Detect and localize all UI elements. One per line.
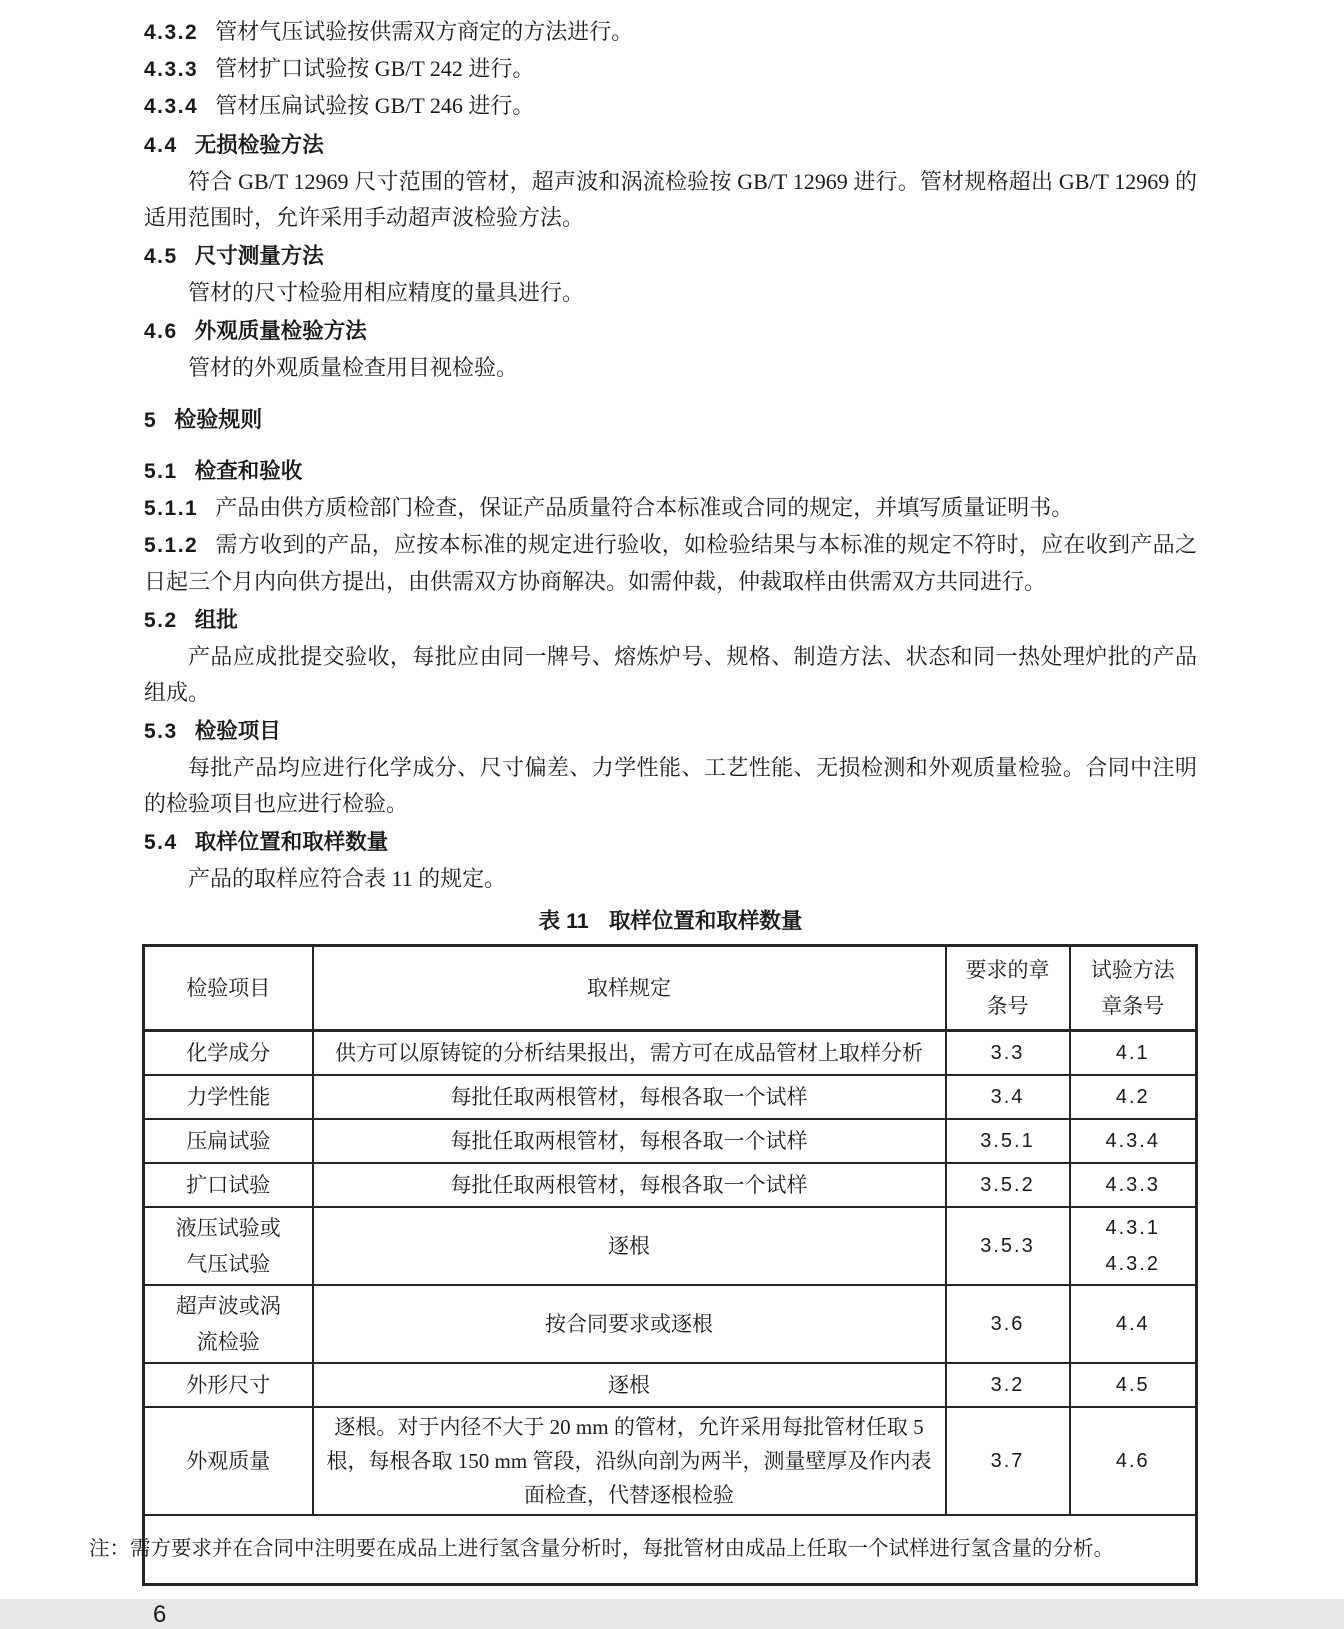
- heading-text: 组批: [194, 608, 238, 632]
- cell-req: 3.5.1: [946, 1119, 1070, 1163]
- para-4-4: 符合 GB/T 12969 尺寸范围的管材，超声波和涡流检验按 GB/T 12969 进行。管材规格超出 GB/T 12969 的适用范围时，允许采用手动超声波检验方法。: [144, 169, 1197, 230]
- para-5-4: 产品的取样应符合表 11 的规定。: [188, 866, 507, 891]
- cell-req: 3.2: [946, 1363, 1070, 1407]
- clause-5-1-2: [144, 527, 1197, 600]
- cell-item: [144, 1207, 313, 1285]
- cell-item-line2: 流检验: [196, 1329, 260, 1354]
- clause-text: 管材气压试验按供需双方商定的方法进行。: [215, 19, 634, 44]
- table-caption-title: 取样位置和取样数量: [608, 909, 803, 933]
- header-rule: 取样规定: [313, 946, 946, 1031]
- cell-method: 4.1: [1070, 1031, 1197, 1075]
- clause-number: 5.1.1: [144, 497, 199, 520]
- clause-4-3-2: [144, 14, 1197, 51]
- header-req: [946, 946, 1070, 1031]
- cell-item: 化学成分: [144, 1031, 313, 1075]
- header-method: [1070, 946, 1197, 1031]
- heading-5-2: [144, 602, 1197, 639]
- heading-number: 4.6: [144, 320, 178, 343]
- header-method-line2: 章条号: [1101, 994, 1165, 1018]
- cell-method: [1070, 1207, 1197, 1285]
- page-number: 6: [153, 1601, 167, 1628]
- table-caption: [144, 904, 1197, 935]
- table-row: [144, 1075, 1197, 1119]
- cell-req: 3.7: [946, 1407, 1070, 1515]
- heading-4-4: [144, 127, 1197, 164]
- cell-rule: 逐根: [313, 1207, 946, 1285]
- heading-number: 5.1: [144, 460, 178, 483]
- header-req-line2: 条号: [986, 994, 1029, 1018]
- heading-5-3: [144, 713, 1197, 750]
- cell-rule: 每批任取两根管材，每根各取一个试样: [313, 1075, 946, 1119]
- cell-method-line1: 4.3.1: [1105, 1216, 1160, 1239]
- table-header-row: [144, 946, 1197, 1031]
- table-row: [144, 1163, 1197, 1207]
- cell-req: 3.5.3: [946, 1207, 1070, 1285]
- heading-5-1: [144, 453, 1197, 490]
- heading-number: 4.5: [144, 245, 178, 268]
- header-req-line1: 要求的章: [965, 958, 1050, 982]
- table-row: [144, 1407, 1197, 1515]
- heading-text: 尺寸测量方法: [194, 244, 324, 268]
- para-4-6: 管材的外观质量检查用目视检验。: [188, 355, 519, 380]
- cell-item: 外观质量: [144, 1407, 313, 1515]
- cell-rule: 供方可以原铸锭的分析结果报出，需方可在成品管材上取样分析: [313, 1031, 946, 1075]
- cell-rule: 每批任取两根管材，每根各取一个试样: [313, 1119, 946, 1163]
- clause-text: 产品由供方质检部门检查，保证产品质量符合本标准或合同的规定，并填写质量证明书。: [215, 495, 1074, 520]
- cell-method: 4.2: [1070, 1075, 1197, 1119]
- table-caption-label: 表 11: [538, 909, 589, 933]
- table-row: [144, 1119, 1197, 1163]
- heading-text: 取样位置和取样数量: [194, 830, 389, 854]
- sampling-table: [89, 944, 1198, 1586]
- table-row: [144, 1285, 1197, 1363]
- cell-method: 4.5: [1070, 1363, 1197, 1407]
- clause-number: 4.3.4: [144, 95, 199, 118]
- cell-item: 扩口试验: [144, 1163, 313, 1207]
- chapter-text: 检验规则: [174, 407, 263, 432]
- table-row: [144, 1031, 1197, 1075]
- para-4-5: 管材的尺寸检验用相应精度的量具进行。: [188, 280, 585, 305]
- cell-item: 压扁试验: [144, 1119, 313, 1163]
- table-note-text: 注：需方要求并在合同中注明要在成品上进行氢含量分析时，每批管材由成品上任取一个试样进行氢含量的分析。: [89, 1538, 1114, 1561]
- heading-4-6: [144, 313, 1197, 350]
- para-5-2: 产品应成批提交验收，每批应由同一牌号、熔炼炉号、规格、制造方法、状态和同一热处理炉批的产品组成。: [144, 644, 1197, 705]
- cell-item-line1: 液压试验或: [175, 1215, 281, 1240]
- cell-item: 外形尺寸: [144, 1363, 313, 1407]
- clause-text: 管材压扁试验按 GB/T 246 进行。: [215, 93, 535, 118]
- chapter-5: [144, 402, 1197, 439]
- heading-number: 5.2: [144, 609, 178, 632]
- cell-item-line1: 超声波或涡: [175, 1293, 281, 1318]
- cell-req: 3.4: [946, 1075, 1070, 1119]
- heading-number: 4.4: [144, 134, 178, 157]
- cell-req: 3.3: [946, 1031, 1070, 1075]
- table-note: [89, 1515, 1197, 1585]
- para-5-3: 每批产品均应进行化学成分、尺寸偏差、力学性能、工艺性能、无损检测和外观质量检验。合同中注明的检验项目也应进行检验。: [144, 755, 1197, 816]
- clause-text: 管材扩口试验按 GB/T 242 进行。: [215, 56, 535, 81]
- heading-text: 检验项目: [194, 719, 281, 743]
- cell-item-line2: 气压试验: [186, 1251, 271, 1276]
- cell-rule: 逐根: [313, 1363, 946, 1407]
- clause-number: 5.1.2: [144, 534, 199, 557]
- clause-5-1-1: [144, 490, 1197, 527]
- cell-item: 力学性能: [144, 1075, 313, 1119]
- clause-number: 4.3.2: [144, 21, 199, 44]
- cell-rule: 逐根。对于内径不大于 20 mm 的管材，允许采用每批管材任取 5 根，每根各取 150 mm 管段，沿纵向剖为两半，测量壁厚及作内表面检查，代替逐根检验: [313, 1407, 946, 1515]
- cell-rule: 每批任取两根管材，每根各取一个试样: [313, 1163, 946, 1207]
- clause-4-3-3: [144, 51, 1197, 88]
- heading-4-5: [144, 238, 1197, 275]
- heading-text: 外观质量检验方法: [194, 319, 367, 343]
- cell-req: 3.6: [946, 1285, 1070, 1363]
- table-row: [144, 1363, 1197, 1407]
- cell-req: 3.5.2: [946, 1163, 1070, 1207]
- cell-method: 4.6: [1070, 1407, 1197, 1515]
- heading-number: 5.4: [144, 831, 178, 854]
- cell-method: 4.3.3: [1070, 1163, 1197, 1207]
- heading-text: 检查和验收: [194, 459, 303, 483]
- cell-item: [144, 1285, 313, 1363]
- header-method-line1: 试验方法: [1090, 958, 1175, 982]
- cell-method: 4.4: [1070, 1285, 1197, 1363]
- heading-number: 5.3: [144, 720, 178, 743]
- chapter-number: 5: [144, 409, 158, 432]
- cell-method-line2: 4.3.2: [1105, 1252, 1160, 1275]
- clause-text: 需方收到的产品，应按本标准的规定进行验收，如检验结果与本标准的规定不符时，应在收到产品之日起三个月内向供方提出，由供需双方协商解决。如需仲裁，仲裁取样由供需双方共同进行。: [144, 532, 1197, 594]
- table-row: [144, 1207, 1197, 1285]
- header-item: 检验项目: [144, 946, 313, 1031]
- cell-method: 4.3.4: [1070, 1119, 1197, 1163]
- clause-4-3-4: [144, 88, 1197, 125]
- cell-rule: 按合同要求或逐根: [313, 1285, 946, 1363]
- table-note-row: [144, 1515, 1197, 1585]
- clause-number: 4.3.3: [144, 58, 199, 81]
- heading-5-4: [144, 824, 1197, 861]
- heading-text: 无损检验方法: [194, 133, 324, 157]
